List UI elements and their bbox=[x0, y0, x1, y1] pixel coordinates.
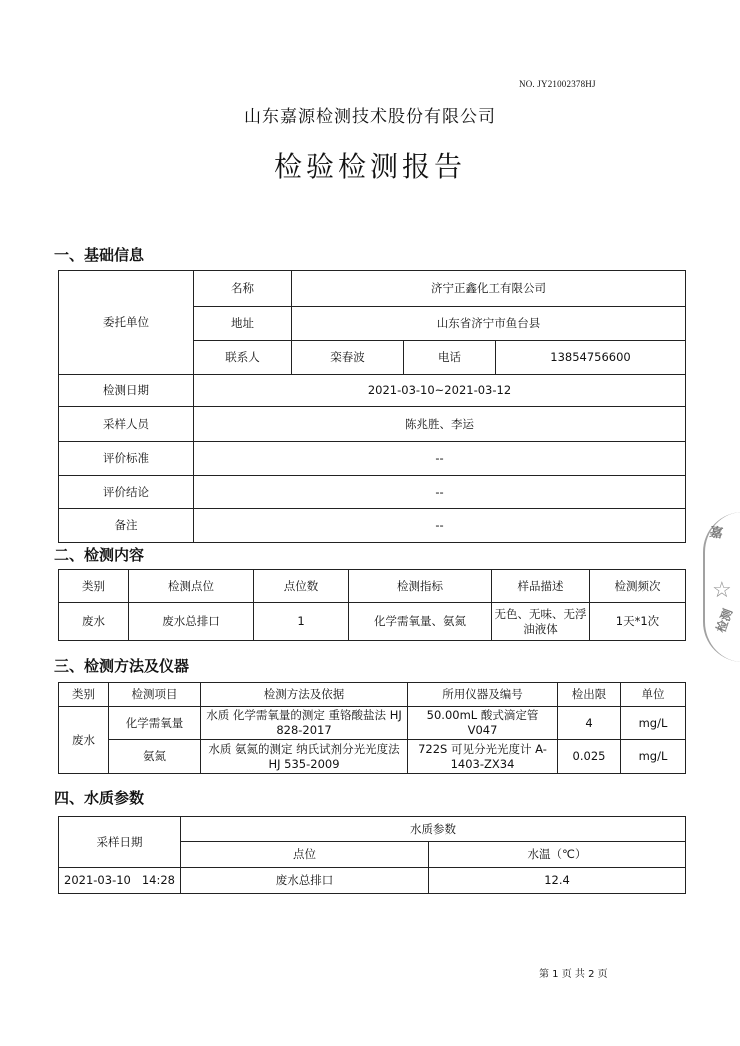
col-header-method: 检测方法及依据 bbox=[201, 683, 408, 707]
cell-instrument: 50.00mL 酸式滴定管 V047 bbox=[408, 707, 558, 740]
section-method-heading: 三、检测方法及仪器 bbox=[54, 657, 190, 675]
cell-point: 废水总排口 bbox=[129, 603, 254, 641]
col-header-unit: 单位 bbox=[621, 683, 686, 707]
phone-value: 13854756600 bbox=[496, 341, 686, 375]
client-label: 委托单位 bbox=[59, 271, 194, 375]
table-row bbox=[59, 868, 686, 894]
contact-label: 联系人 bbox=[194, 341, 292, 375]
basic-info-table bbox=[58, 270, 686, 543]
cell-point: 废水总排口 bbox=[181, 868, 429, 894]
address-value: 山东省济宁市鱼台县 bbox=[292, 307, 686, 341]
col-header-category: 类别 bbox=[59, 683, 109, 707]
phone-label: 电话 bbox=[404, 341, 496, 375]
col-header-frequency: 检测频次 bbox=[590, 570, 686, 603]
col-header-item: 检测项目 bbox=[109, 683, 201, 707]
cell-category: 废水 bbox=[59, 707, 109, 774]
conclusion-value: -- bbox=[194, 476, 686, 509]
contact-value: 栾春波 bbox=[292, 341, 404, 375]
standard-value: -- bbox=[194, 442, 686, 476]
sampling-date-header: 采样日期 bbox=[59, 817, 181, 868]
table-row bbox=[59, 707, 686, 740]
col-header-point-count: 点位数 bbox=[254, 570, 349, 603]
test-date-label: 检测日期 bbox=[59, 375, 194, 407]
water-params-table bbox=[58, 816, 686, 894]
seal-star-icon: ☆ bbox=[712, 578, 732, 603]
cell-unit: mg/L bbox=[621, 707, 686, 740]
cell-method: 水质 氨氮的测定 纳氏试剂分光光度法 HJ 535-2009 bbox=[201, 740, 408, 774]
content-table bbox=[58, 569, 686, 641]
section-basic-info-heading: 一、基础信息 bbox=[54, 246, 145, 264]
report-number: NO. JY21002378HJ bbox=[519, 79, 596, 89]
address-label: 地址 bbox=[194, 307, 292, 341]
remark-value: -- bbox=[194, 509, 686, 543]
cell-instrument: 722S 可见分光光度计 A-1403-ZX34 bbox=[408, 740, 558, 774]
cell-water-temp: 12.4 bbox=[429, 868, 686, 894]
cell-limit: 0.025 bbox=[558, 740, 621, 774]
name-value: 济宁正鑫化工有限公司 bbox=[292, 271, 686, 307]
seal-text-1: 嘉 bbox=[708, 524, 724, 542]
remark-label: 备注 bbox=[59, 509, 194, 543]
cell-item: 化学需氧量 bbox=[109, 707, 201, 740]
sampler-value: 陈兆胜、李运 bbox=[194, 407, 686, 442]
method-table bbox=[58, 682, 686, 774]
cell-indicator: 化学需氧量、氨氮 bbox=[349, 603, 492, 641]
cell-point-count: 1 bbox=[254, 603, 349, 641]
col-header-limit: 检出限 bbox=[558, 683, 621, 707]
seal-text-2: 检测 bbox=[713, 606, 736, 635]
test-date-value: 2021-03-10~2021-03-12 bbox=[194, 375, 686, 407]
name-label: 名称 bbox=[194, 271, 292, 307]
standard-label: 评价标准 bbox=[59, 442, 194, 476]
sampler-label: 采样人员 bbox=[59, 407, 194, 442]
col-header-instrument: 所用仪器及编号 bbox=[408, 683, 558, 707]
cell-sample-desc: 无色、无味、无浮油液体 bbox=[492, 603, 590, 641]
cell-sampling-date: 2021-03-10 14:28 bbox=[59, 868, 181, 894]
page-number: 第 1 页 共 2 页 bbox=[539, 969, 608, 980]
table-row bbox=[59, 603, 686, 641]
company-name: 山东嘉源检测技术股份有限公司 bbox=[244, 107, 496, 127]
report-title: 检验检测报告 bbox=[273, 150, 466, 183]
water-params-header: 水质参数 bbox=[181, 817, 686, 842]
col-header-sample-desc: 样品描述 bbox=[492, 570, 590, 603]
cell-item: 氨氮 bbox=[109, 740, 201, 774]
point-header: 点位 bbox=[181, 842, 429, 868]
section-water-params-heading: 四、水质参数 bbox=[54, 789, 145, 807]
section-content-heading: 二、检测内容 bbox=[54, 546, 145, 564]
cell-category: 废水 bbox=[59, 603, 129, 641]
col-header-indicator: 检测指标 bbox=[349, 570, 492, 603]
table-row bbox=[59, 740, 686, 774]
col-header-category: 类别 bbox=[59, 570, 129, 603]
cell-limit: 4 bbox=[558, 707, 621, 740]
cell-method: 水质 化学需氧量的测定 重铬酸盐法 HJ 828-2017 bbox=[201, 707, 408, 740]
col-header-point: 检测点位 bbox=[129, 570, 254, 603]
cell-frequency: 1天*1次 bbox=[590, 603, 686, 641]
water-temp-header: 水温（℃） bbox=[429, 842, 686, 868]
conclusion-label: 评价结论 bbox=[59, 476, 194, 509]
cell-unit: mg/L bbox=[621, 740, 686, 774]
